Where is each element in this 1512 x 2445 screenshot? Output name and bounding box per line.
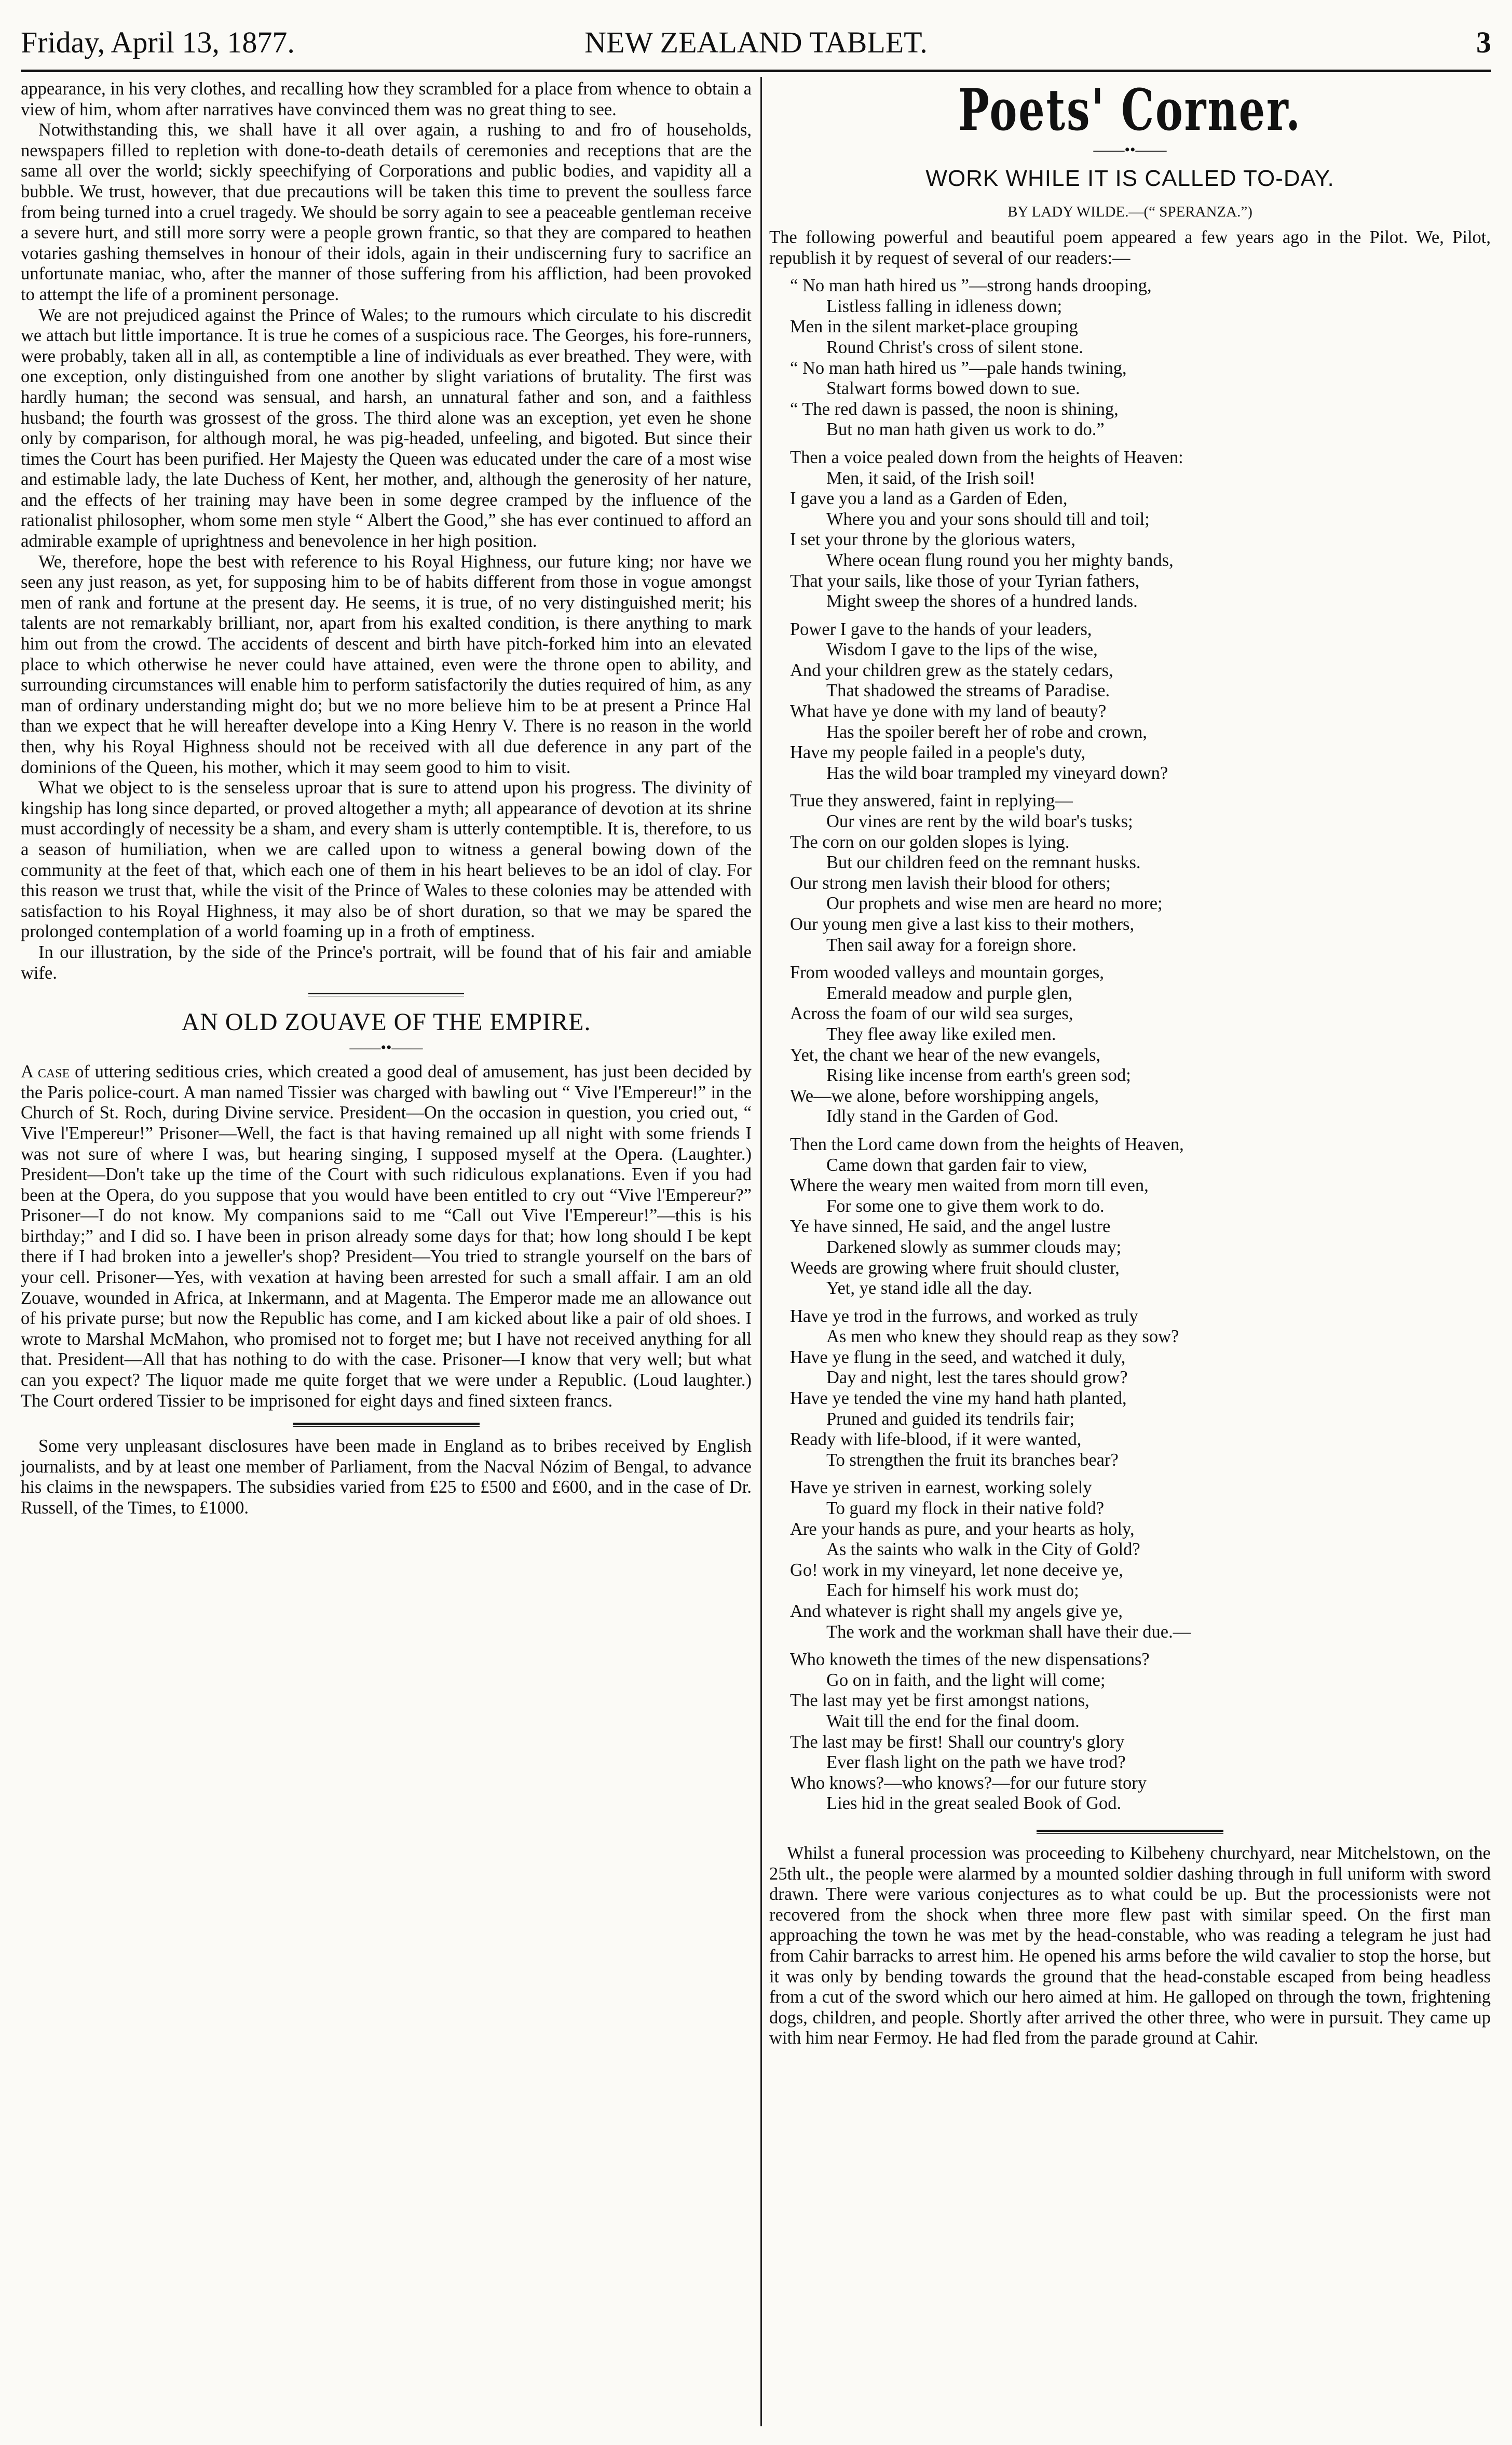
section-rule <box>1037 1830 1223 1834</box>
poem-line: Listless falling in idleness down; <box>826 296 1063 316</box>
header-page-number: 3 <box>1476 25 1491 59</box>
poem-line: Then a voice pealed down from the heights of Heaven: <box>790 447 1183 467</box>
poem-line: Darkened slowly as summer clouds may; <box>826 1237 1122 1257</box>
poem-line: Yet, the chant we hear of the new evangels, <box>790 1045 1101 1065</box>
poem-line: Where the weary men waited from morn till even, <box>790 1176 1149 1196</box>
poem-line: They flee away like exiled men. <box>826 1024 1056 1044</box>
poem-stanza <box>790 1134 1491 1299</box>
poem-line: I gave you a land as a Garden of Eden, <box>790 489 1068 509</box>
article-paragraph: What we object to is the senseless uproar that is sure to attend upon his progress. The divinity of kingship has long since departed, or proved altogether a myth; all appearance of devotion at its shrine must accordingly of necessity be a sham, and every sham is utterly contemptible. It is, therefore, to us a season of humiliation, when we are called upon to witness a general bowing down of the community at the feet of that, which each one of them in his heart believes to be an idol of clay. For this reason we trust that, while the visit of the Prince of Wales to these colonies may be attended with satisfaction to his Royal Highness, it may also be of short duration, so that we may be spared the prolonged contemplation of a world foaming up in a froth of emptiness. <box>21 778 752 942</box>
poem-line: We—we alone, before worshipping angels, <box>790 1086 1099 1106</box>
poem-line: But our children feed on the remnant husks. <box>826 853 1141 873</box>
zouave-body: of uttering seditious cries, which created a good deal of amusement, has just been decided by the Paris police-court. A man named Tissier was charged with bawling out “ Vive l'Empereur!” in the Church of St. Roch, during Divine service. President—On the occasion in question, you cried out, “ Vive l'Empereur!” Prisoner—Well, the fact is that having remained up all night with some friends I was not sure of where I was, but hearing singing, I supposed myself at the Opera. (Laughter.) President—Don't take up the time of the Court with such ridiculous explanations. Even if you had been at the Opera, do you suppose that you would have been entitled to cry out “Vive l'Empereur?” Prisoner—I do not know. My companions said to me “Call out Vive l'Empereur!”—this is his birthday;” and I did so. I have been in prison already some days for that; how long should I be kept there if I had broken into a jeweller's shop? President—You tried to strangle yourself on the bars of your cell. Prisoner—Yes, with vexation at having been arrested for such a small affair. I am an old Zouave, wounded in Africa, at Inkermann, and at Magenta. The Emperor made me an allowance out of his private purse; but now the Republic has come, and I am kicked about like a pair of old shoes. I wrote to Marshal McMahon, who promised not to forget me; but I have not received anything for all that. President—All that has nothing to do with the case. Prisoner—I know that very well; but what can you expect? The liquor made me quite forget that we were under a Republic. (Loud laughter.) The Court ordered Tissier to be imprisoned for eight days and fined sixteen francs. <box>21 1062 752 1411</box>
poem-line: That your sails, like those of your Tyrian fathers, <box>790 571 1140 591</box>
article-paragraph: appearance, in his very clothes, and recalling how they scrambled for a place from whence to obtain a view of him, whom after narratives have convinced them was no great thing to see. <box>21 79 752 119</box>
zouave-lead: A case <box>21 1062 70 1082</box>
poem-line: Day and night, lest the tares should grow? <box>826 1368 1128 1388</box>
article-paragraph: We are not prejudiced against the Prince of Wales; to the rumours which circulate to his discredit we attach but little importance. It is true he comes of a suspicious race. The Georges, his fore-runners, were probably, taken all in all, as contemptible a line of individuals as ever breathed. They were, with one exception, only distinguished from one another by slight variations of brutality. The first was hardly human; the second was sensual, and harsh, an unnatural father and son, and a faithless husband; the fourth was grossest of the gross. The third alone was an exception, yet even he shone only by comparison, for although moral, he was pig-headed, unfeeling, and bigoted. But since their times the Court has been purified. Her Majesty the Queen was educated under the care of a most wise and estimable lady, the late Duchess of Kent, her mother, and, although the generosity of her nature, and the effects of her training may have been in some degree cramped by the influence of the rationalist philosopher, whom some men style “ Albert the Good,” she has ever continued to afford an admirable example of uprightness and benevolence in her high position. <box>21 305 752 551</box>
poem-line: Have ye striven in earnest, working solely <box>790 1478 1092 1498</box>
poem-line: Who knoweth the times of the new dispensations? <box>790 1650 1150 1670</box>
poem-stanza <box>790 1306 1491 1471</box>
poem-line: Where you and your sons should till and toil; <box>826 509 1150 529</box>
poem-line: Have ye flung in the seed, and watched it duly, <box>790 1347 1126 1367</box>
section-rule <box>308 993 464 996</box>
poem-line: Where ocean flung round you her mighty bands, <box>826 550 1174 570</box>
poem-line: That shadowed the streams of Paradise. <box>826 681 1110 701</box>
poem-line: Then sail away for a foreign shore. <box>826 935 1077 955</box>
poem-line: Pruned and guided its tendrils fair; <box>826 1409 1075 1429</box>
poem-line: Go! work in my vineyard, let none deceive ye, <box>790 1560 1123 1580</box>
zouave-heading: AN OLD ZOUAVE OF THE EMPIRE. <box>181 1008 591 1036</box>
poem-line: Has the spoiler bereft her of robe and crown, <box>826 722 1147 742</box>
poem-line: To strengthen the fruit its branches bear? <box>826 1450 1119 1470</box>
poem-line: Power I gave to the hands of your leaders, <box>790 619 1092 639</box>
poem-line: But no man hath given us work to do.” <box>826 420 1105 440</box>
header-title: NEW ZEALAND TABLET. <box>584 25 928 59</box>
poem-stanza <box>790 1478 1491 1642</box>
poem-line: Rising like incense from earth's green sod; <box>826 1065 1131 1086</box>
header-date: Friday, April 13, 1877. <box>21 25 295 59</box>
poem-stanza <box>790 1650 1491 1814</box>
poem-line: Then the Lord came down from the heights of Heaven, <box>790 1134 1184 1154</box>
poem-line: Our prophets and wise men are heard no more; <box>826 894 1163 914</box>
poem-line: Men, it said, of the Irish soil! <box>826 468 1036 488</box>
poem-line: The corn on our golden slopes is lying. <box>790 832 1070 852</box>
poem-line: The work and the workman shall have their due.— <box>826 1622 1191 1642</box>
article-paragraph: Notwithstanding this, we shall have it all over again, a rushing to and fro of households, newspapers filled to repletion with done-to-death details of ceremonies and receptions that are the same all over the world; sickly speechifying of Corporations and public bodies, and vapidity all a bubble. We trust, however, that due precautions will be taken this time to prevent the soulless farce from being turned into a cruel tragedy. We should be sorry again to see a peaceable gentleman receive a severe hurt, and still more sorry were a people grown frantic, so that they are compared to heathen votaries gashing themselves in honour of their idols, again in their undiscerning fury to sacrifice an unfortunate maniac, who, after the manner of those suffering from his affliction, had been provoked to attempt the life of a prominent personage. <box>21 120 752 304</box>
poem-line: Our vines are rent by the wild boar's tusks; <box>826 812 1133 832</box>
poem-line: The last may yet be first amongst nations, <box>790 1691 1089 1711</box>
bribes-paragraph: Some very unpleasant disclosures have been made in England as to bribes received by English journalists, and by at least one member of Parliament, from the Nacval Nózim of Bengal, to advance his claims in the newspapers. The subsidies varied from £25 to £500 and £600, and in the case of Dr. Russell, of the Times, to £1000. <box>21 1436 752 1518</box>
poem-line: “ No man hath hired us ”—strong hands drooping, <box>790 276 1152 296</box>
poem-stanza <box>790 963 1491 1127</box>
poem-line: Has the wild boar trampled my vineyard down? <box>826 763 1168 783</box>
poem-line: Have my people failed in a people's duty, <box>790 742 1086 763</box>
poem-line: I set your throne by the glorious waters, <box>790 530 1075 550</box>
poem-line: What have ye done with my land of beauty? <box>790 701 1107 722</box>
left-column <box>21 79 752 1519</box>
article-paragraph: In our illustration, by the side of the Prince's portrait, will be found that of his fair and amiable wife. <box>21 942 752 983</box>
poem-line: Lies hid in the great sealed Book of God. <box>826 1793 1122 1814</box>
poem-line: Round Christ's cross of silent stone. <box>826 337 1083 357</box>
poem-stanza <box>790 791 1491 955</box>
poem-line: Our strong men lavish their blood for others; <box>790 873 1111 893</box>
poem-line: Our young men give a last kiss to their mothers, <box>790 914 1135 934</box>
poem-line: Have ye tended the vine my hand hath planted, <box>790 1388 1127 1409</box>
poem-line: “ No man hath hired us ”—pale hands twining, <box>790 358 1127 378</box>
poets-corner-title: Poets' Corner. <box>958 76 1302 143</box>
poem-line: Are your hands as pure, and your hearts as holy, <box>790 1519 1135 1539</box>
poem-line: Across the foam of our wild sea surges, <box>790 1004 1073 1024</box>
zouave-ornament: ——••—— <box>349 1039 423 1057</box>
poem-byline: BY LADY WILDE.—(“ SPERANZA.”) <box>1007 204 1252 220</box>
poem-intro: The following powerful and beautiful poem appeared a few years ago in the Pilot. We, Pilot, republish it by request of several of our readers:— <box>769 227 1491 268</box>
article-paragraph: We, therefore, hope the best with reference to his Royal Highness, our future king; nor have we seen any just reason, as yet, for supposing him to be of habits different from those in vogue amongst men of rank and fortune at the present day. He seems, it is true, of no very distinguished merit; his talents are not remarkably brilliant, nor, apart from his exalted condition, is there anything to mark him out from the crowd. The accidents of descent and birth have pitch-forked him into an elevated place to which otherwise he never could have attained, even were the throne open to ability, and surrounding circumstances will enable him to perform satisfactorily the duties required of him, as any man of ordinary understanding might do; but we no more believe him to be at present a Prince Hal than we expect that he will hereafter develope into a King Henry V. There is no reason in the world then, why his Royal Highness should not be received with all due deference in any part of the dominions of the Queen, his mother, which it may seem good to him to visit. <box>21 551 752 777</box>
poem-line: Ready with life-blood, if it were wanted, <box>790 1429 1082 1450</box>
poem-line: And your children grew as the stately cedars, <box>790 660 1113 680</box>
poem-line: “ The red dawn is passed, the noon is shining, <box>790 399 1119 419</box>
poem-line: True they answered, faint in replying— <box>790 791 1073 811</box>
poem-line: And whatever is right shall my angels give ye, <box>790 1601 1123 1621</box>
poem-line: Stalwart forms bowed down to sue. <box>826 379 1080 399</box>
page-header <box>21 22 1491 69</box>
column-divider <box>760 77 762 2426</box>
poem-line: Idly stand in the Garden of God. <box>826 1106 1059 1127</box>
poem-line: Yet, ye stand idle all the day. <box>826 1278 1032 1299</box>
poem-line: From wooded valleys and mountain gorges, <box>790 963 1104 983</box>
poem-line: Came down that garden fair to view, <box>826 1155 1087 1175</box>
poem-line: As men who knew they should reap as they sow? <box>826 1327 1179 1347</box>
funeral-paragraph: Whilst a funeral procession was proceeding to Kilbeheny churchyard, near Mitchelstown, on the 25th ult., the people were alarmed by a mounted soldier dashing through in full uniform with sword drawn. There were various conjectures as to what could be up. But the processionists were not recovered from the shock when three more flew past with similar speed. On the first man approaching the town he was met by the head-constable, who was reading a telegram he just had from Cahir barracks to arrest him. He opened his arms before the wild cavalier to stop the horse, but it was only by bending towards the ground that the head-constable escaped from being headless from a cut of the sword which our hero aimed at him. He galloped on through the town, frightening dogs, children, and people. Shortly after arrived the other three, who were in pursuit. They came up with him near Fermoy. He had fled from the parade ground at Cahir. <box>769 1843 1491 2048</box>
poem-line: As the saints who walk in the City of Gold? <box>826 1539 1140 1560</box>
poem-line: The last may be first! Shall our country's glory <box>790 1732 1125 1752</box>
poem-title: WORK WHILE IT IS CALLED TO-DAY. <box>925 166 1334 191</box>
poem-body <box>769 276 1491 1814</box>
poem-stanza <box>790 619 1491 784</box>
poets-corner-ornament: ——••—— <box>1093 141 1167 158</box>
poem-line: Emerald meadow and purple glen, <box>826 983 1073 1003</box>
poem-line: Wait till the end for the final doom. <box>826 1711 1080 1731</box>
section-rule <box>293 1423 480 1427</box>
poem-line: Men in the silent market-place grouping <box>790 317 1078 337</box>
zouave-article <box>21 1062 752 1411</box>
poem-line: Ye have sinned, He said, and the angel lustre <box>790 1217 1111 1237</box>
poem-line: Who knows?—who knows?—for our future story <box>790 1773 1147 1793</box>
poem-line: To guard my flock in their native fold? <box>826 1498 1105 1519</box>
poem-line: Weeds are growing where fruit should cluster, <box>790 1258 1120 1278</box>
poem-line: Wisdom I gave to the lips of the wise, <box>826 640 1098 660</box>
poem-stanza <box>790 448 1491 612</box>
poem-line: Go on in faith, and the light will come; <box>826 1670 1106 1690</box>
header-rule <box>21 70 1491 72</box>
right-column <box>769 76 1491 2049</box>
poem-line: Each for himself his work must do; <box>826 1581 1079 1601</box>
poem-line: Ever flash light on the path we have trod? <box>826 1752 1126 1773</box>
poem-stanza <box>790 276 1491 440</box>
poem-line: For some one to give them work to do. <box>826 1196 1105 1216</box>
poem-line: Might sweep the shores of a hundred lands. <box>826 591 1138 612</box>
poem-line: Have ye trod in the furrows, and worked as truly <box>790 1306 1138 1326</box>
